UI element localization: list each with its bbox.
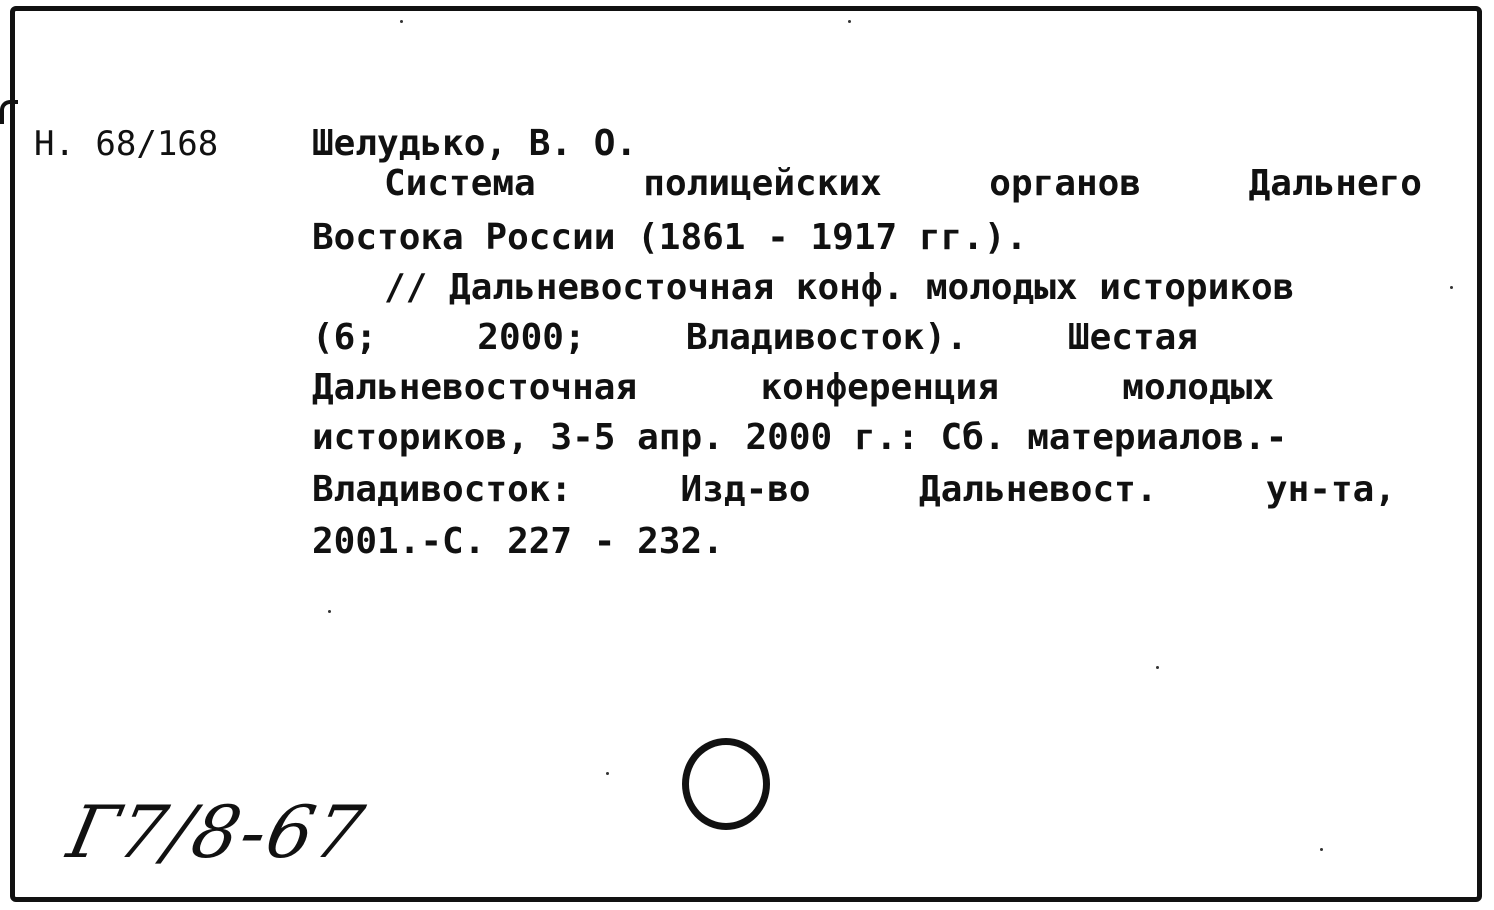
title-line-2: Востока России (1861 - 1917 гг.).	[312, 217, 1028, 258]
scan-speck	[848, 20, 851, 23]
source-word: ун-та,	[1265, 469, 1396, 510]
scan-speck	[400, 20, 403, 23]
title-line-1	[384, 163, 1422, 204]
source-word: Владивосток:	[312, 469, 573, 510]
handwritten-note: Г7/8-67	[61, 790, 373, 874]
shelf-mark: Н. 68/168	[34, 124, 219, 164]
title-word: Дальнего	[1248, 163, 1422, 204]
source-word: (6;	[312, 317, 378, 358]
punch-hole	[682, 738, 770, 830]
source-line-5	[312, 469, 1396, 510]
scan-speck	[1156, 666, 1159, 669]
scan-speck	[606, 772, 609, 775]
source-word: Шестая	[1067, 317, 1198, 358]
scan-speck	[1450, 286, 1453, 289]
card-edge-notch	[0, 100, 18, 124]
source-word: конференция	[760, 367, 999, 408]
source-word: Владивосток).	[685, 317, 968, 358]
scan-speck	[1320, 848, 1323, 851]
author: Шелудько, В. О.	[312, 123, 638, 164]
source-line-4: историков, 3-5 апр. 2000 г.: Сб. материалов.-	[312, 417, 1288, 458]
source-word: Изд-во	[680, 469, 811, 510]
source-word: Дальневост.	[919, 469, 1158, 510]
source-word: молодых	[1122, 367, 1274, 408]
source-word: 2000;	[477, 317, 586, 358]
title-word: Система	[384, 163, 536, 204]
source-line-6: 2001.-С. 227 - 232.	[312, 521, 724, 562]
title-word: полицейских	[643, 163, 882, 204]
scan-speck	[328, 610, 331, 613]
source-line-1: // Дальневосточная конф. молодых историков	[384, 267, 1295, 308]
source-line-3	[312, 367, 1274, 408]
source-line-2	[312, 317, 1198, 358]
source-word: Дальневосточная	[312, 367, 638, 408]
title-word: органов	[989, 163, 1142, 204]
